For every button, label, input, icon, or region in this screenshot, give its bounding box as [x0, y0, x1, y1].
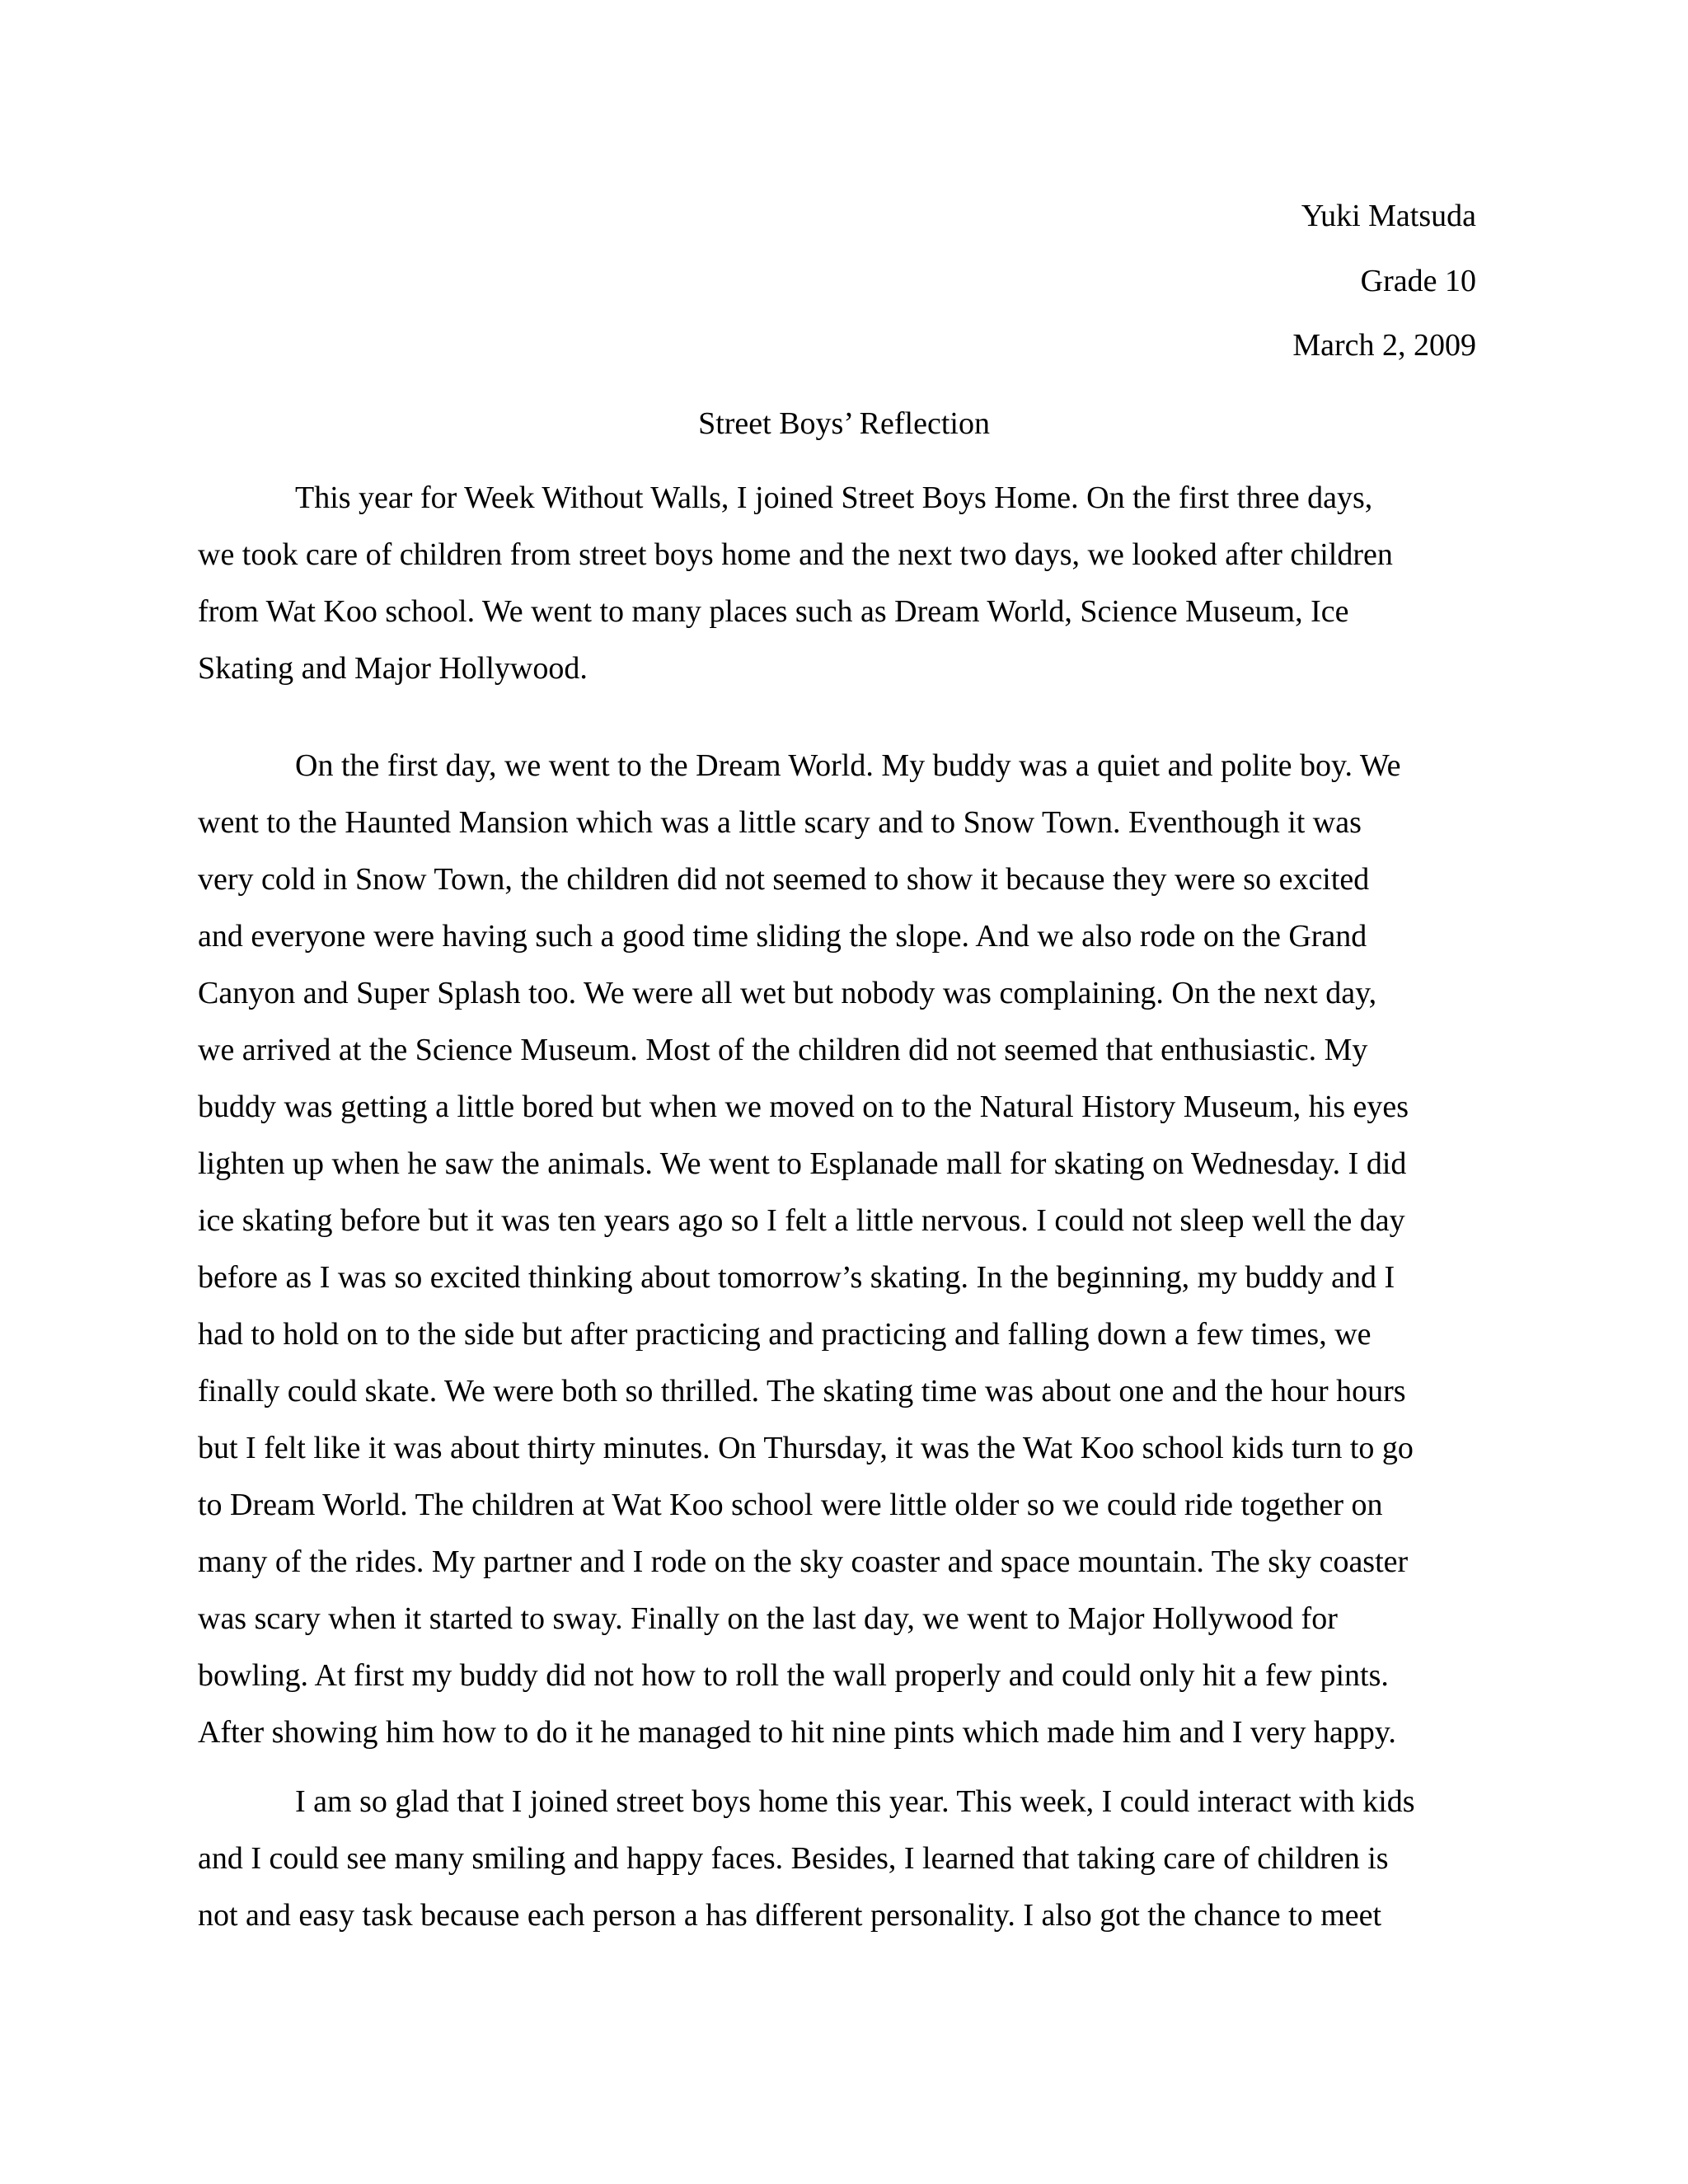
paragraph-line: bowling. At first my buddy did not how to roll the wall properly and could only hit a few pints. [198, 1658, 1389, 1693]
paragraph-line: before as I was so excited thinking about tomorrow’s skating. In the beginning, my buddy and I [198, 1260, 1395, 1295]
paragraph-line: I am so glad that I joined street boys home this year. This week, I could interact with kids [295, 1784, 1415, 1819]
paragraph-line: not and easy task because each person a has different personality. I also got the chance to meet [198, 1898, 1382, 1933]
paragraph-line: very cold in Snow Town, the children did not seemed to show it because they were so excited [198, 862, 1370, 897]
author-name: Yuki Matsuda [1301, 199, 1476, 233]
paragraph-line: Canyon and Super Splash too. We were all wet but nobody was complaining. On the next day, [198, 976, 1377, 1010]
paragraph-line: many of the rides. My partner and I rode on the sky coaster and space mountain. The sky coaster [198, 1544, 1409, 1579]
paragraph-line: ice skating before but it was ten years ago so I felt a little nervous. I could not sleep well the day [198, 1203, 1405, 1238]
grade-line: Grade 10 [1360, 264, 1476, 298]
paragraph-line: buddy was getting a little bored but when we moved on to the Natural History Museum, his eyes [198, 1090, 1409, 1124]
paragraph-line: After showing him how to do it he managed to hit nine pints which made him and I very happy. [198, 1715, 1396, 1750]
paragraph-line: to Dream World. The children at Wat Koo school were little older so we could ride together on [198, 1488, 1383, 1522]
paragraph-line: Skating and Major Hollywood. [198, 651, 588, 686]
paragraph-line: This year for Week Without Walls, I joined Street Boys Home. On the first three days, [295, 480, 1373, 515]
paragraph-line: and I could see many smiling and happy faces. Besides, I learned that taking care of children is [198, 1841, 1389, 1876]
date-line: March 2, 2009 [1292, 328, 1476, 363]
paragraph-line: On the first day, we went to the Dream World. My buddy was a quiet and polite boy. We [295, 748, 1401, 783]
paragraph-line: we took care of children from street boys home and the next two days, we looked after children [198, 537, 1393, 572]
paragraph-line: we arrived at the Science Museum. Most of the children did not seemed that enthusiastic. My [198, 1033, 1368, 1067]
essay-title: Street Boys’ Reflection [698, 406, 990, 441]
paragraph-line: was scary when it started to sway. Finally on the last day, we went to Major Hollywood for [198, 1601, 1338, 1636]
paragraph-line: finally could skate. We were both so thrilled. The skating time was about one and the hour hours [198, 1374, 1406, 1408]
paragraph-line: and everyone were having such a good time sliding the slope. And we also rode on the Grand [198, 919, 1367, 954]
paragraph-line: but I felt like it was about thirty minutes. On Thursday, it was the Wat Koo school kids turn to go [198, 1431, 1414, 1465]
paragraph-line: went to the Haunted Mansion which was a little scary and to Snow Town. Eventhough it was [198, 805, 1362, 840]
paragraph-line: from Wat Koo school. We went to many places such as Dream World, Science Museum, Ice [198, 594, 1349, 629]
paragraph-line: had to hold on to the side but after practicing and practicing and falling down a few times, we [198, 1317, 1372, 1352]
paragraph-line: lighten up when he saw the animals. We went to Esplanade mall for skating on Wednesday. I did [198, 1146, 1407, 1181]
